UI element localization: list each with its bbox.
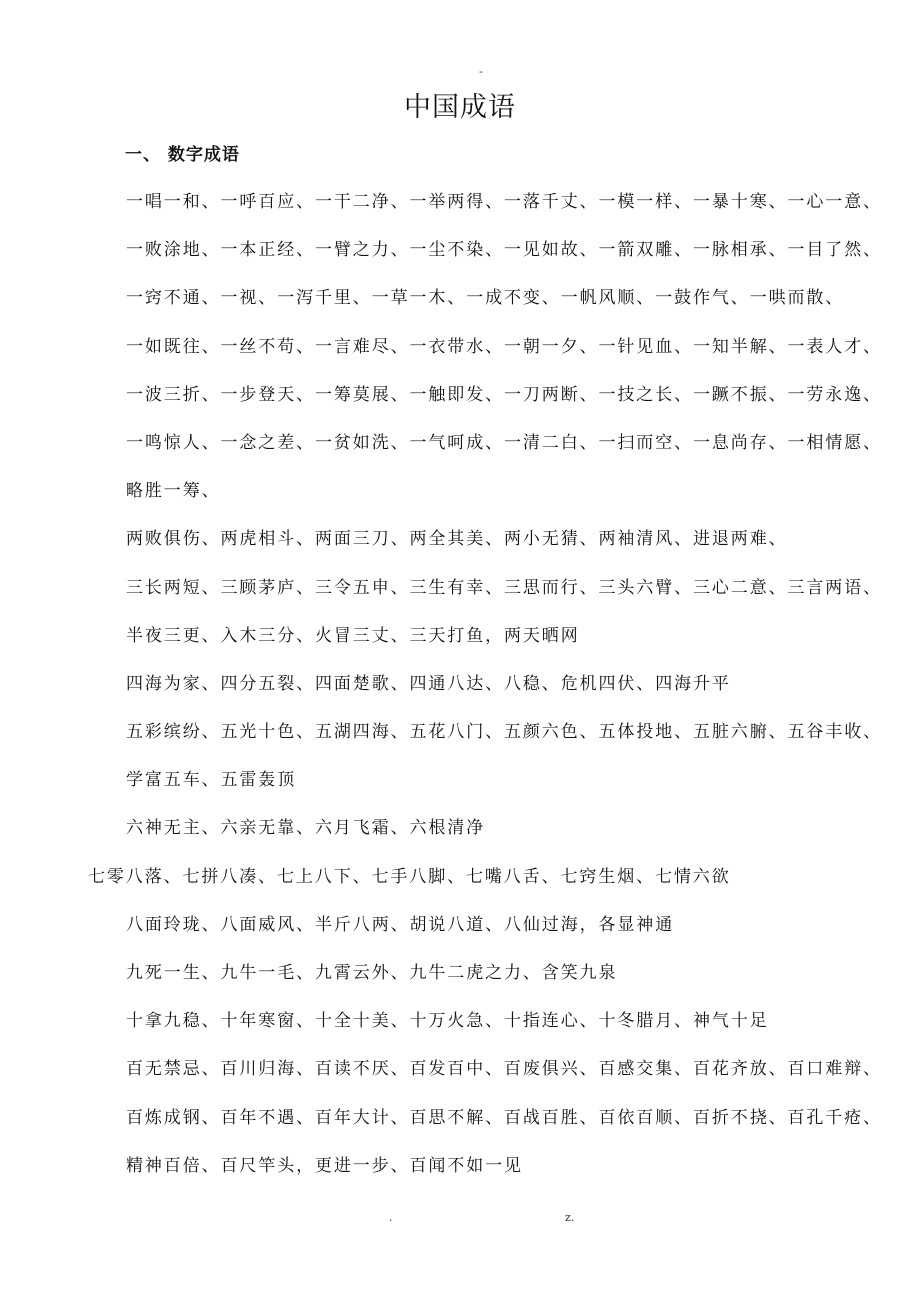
idiom-line: 九死一生、九牛一毛、九霄云外、九牛二虎之力、含笑九泉 (126, 963, 618, 983)
idiom-line: 四海为家、四分五裂、四面楚歌、四通八达、八稳、危机四伏、四海升平 (126, 673, 731, 694)
idiom-line: 一波三折、一步登天、一筹莫展、一触即发、一刀两断、一技之长、一蹶不振、一劳永逸、 (126, 384, 882, 405)
page-title: 中国成语 (404, 92, 516, 123)
idiom-line: 六神无主、六亲无靠、六月飞霜、六根清净 (126, 818, 486, 839)
idiom-line: 两败俱伤、两虎相斗、两面三刀、两全其美、两小无猜、两袖清风、进退两难、 (126, 529, 788, 550)
idiom-line: 一唱一和、一呼百应、一干二净、一举两得、一落千丈、一模一样、一暴十寒、一心一意、 (126, 192, 882, 212)
idiom-line: 一如既往、一丝不苟、一言难尽、一衣带水、一朝一夕、一针见血、一知半解、一表人才、 (126, 336, 882, 357)
idiom-line: 八面玲珑、八面威风、半斤八两、胡说八道、八仙过海，各显神通 (126, 914, 675, 935)
idiom-line: 一鸣惊人、一念之差、一贫如洗、一气呵成、一清二白、一扫而空、一息尚存、一相情愿、 (126, 432, 882, 453)
idiom-line: 半夜三更、入木三分、火冒三丈、三天打鱼，两天晒网 (126, 625, 580, 646)
header-mark: - (479, 65, 483, 78)
idiom-line: 一窍不通、一视、一泻千里、一草一木、一成不变、一帆风顺、一鼓作气、一哄而散、 (126, 288, 845, 309)
footer-mark-right: z. (565, 1211, 575, 1224)
footer-mark-left: . (389, 1211, 393, 1224)
idiom-line: 一败涂地、一本正经、一臂之力、一尘不染、一见如故、一箭双雕、一脉相承、一目了然、 (126, 240, 882, 261)
idiom-line: 学富五车、五雷轰顶 (126, 770, 297, 791)
idiom-line: 百炼成钢、百年不遇、百年大计、百思不解、百战百胜、百依百顺、百折不挠、百孔千疮、 (126, 1107, 882, 1128)
section-heading: 一、 数字成语 (125, 145, 240, 165)
idiom-line: 十拿九稳、十年寒窗、十全十美、十万火急、十指连心、十冬腊月、神气十足 (126, 1011, 769, 1032)
idiom-line: 精神百倍、百尺竿头，更进一步、百闻不如一见 (126, 1155, 523, 1176)
idiom-line: 三长两短、三顾茅庐、三令五申、三生有幸、三思而行、三头六臂、三心二意、三言两语、 (126, 577, 882, 598)
idiom-line: 百无禁忌、百川归海、百读不厌、百发百中、百废俱兴、百感交集、百花齐放、百口难辩、 (126, 1059, 882, 1080)
idiom-list (0, 178, 920, 1190)
idiom-line: 略胜一筹、 (126, 481, 221, 502)
idiom-line: 五彩缤纷、五光十色、五湖四海、五花八门、五颜六色、五体投地、五脏六腑、五谷丰收、 (126, 722, 882, 743)
idiom-line: 七零八落、七拼八凑、七上八下、七手八脚、七嘴八舌、七窍生烟、七情六欲 (88, 866, 731, 887)
